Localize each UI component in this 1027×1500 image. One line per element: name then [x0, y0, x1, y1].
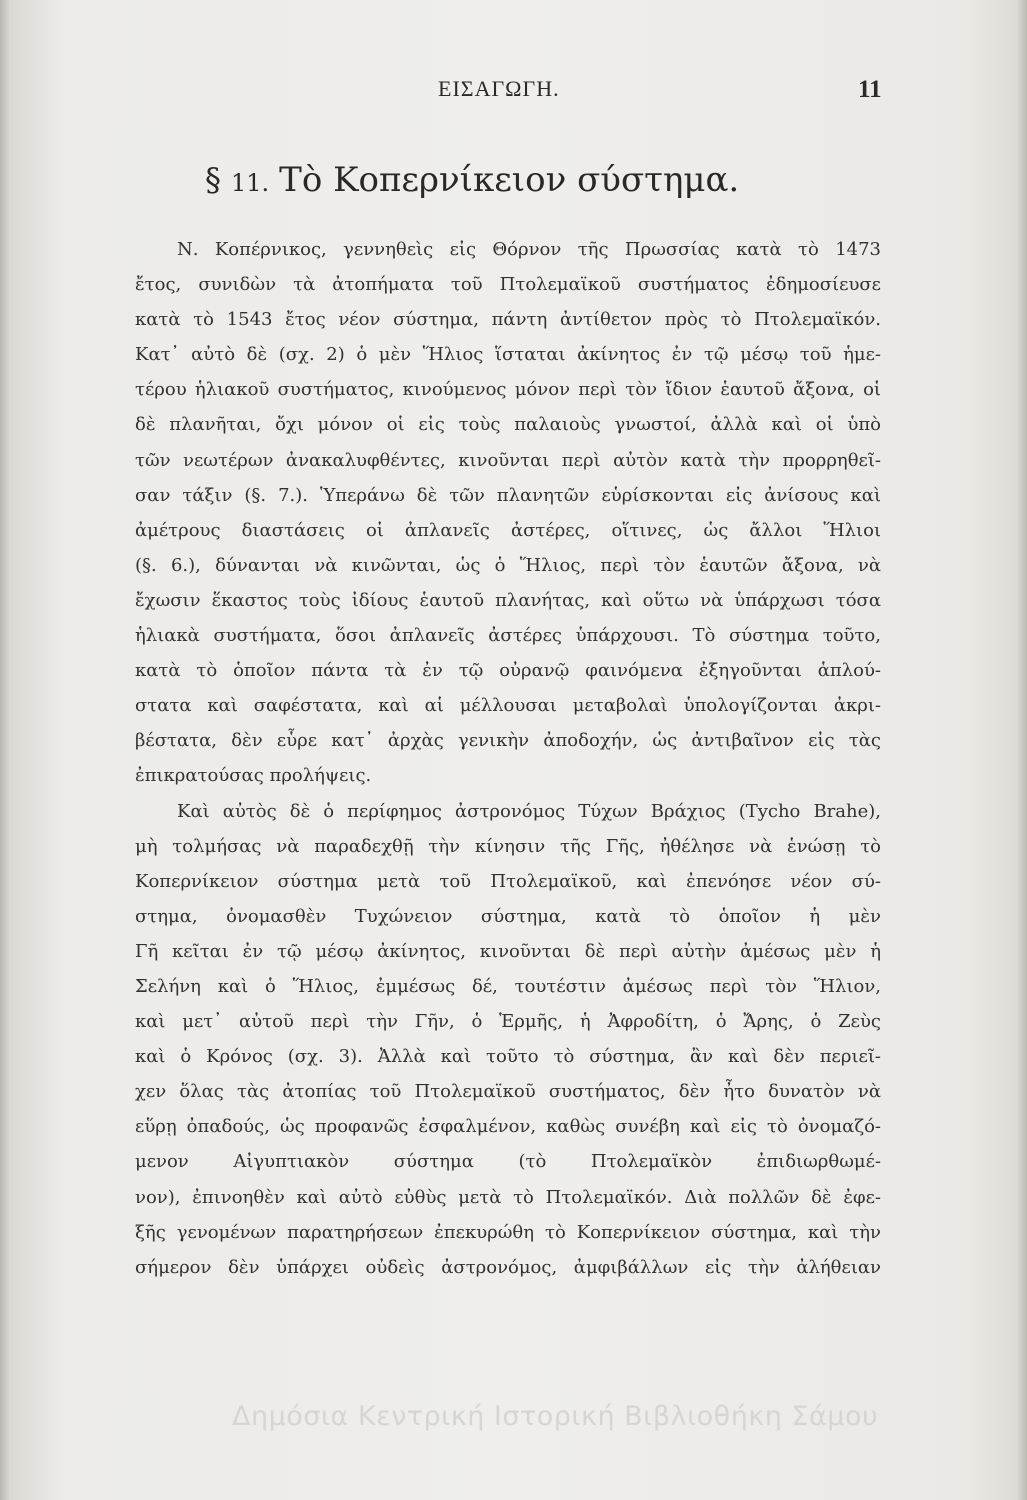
text-line: τῶν νεωτέρων ἀνακαλυφθέντες, κινοῦνται περὶ αὐτὸν κατὰ τὴν προρρηθεῖ-: [135, 449, 881, 471]
section-number: 11.: [231, 169, 270, 197]
page-number: 11: [858, 76, 882, 103]
page-right-edge: [1017, 0, 1027, 1500]
text-line: (§. 6.), δύνανται νὰ κινῶνται, ὡς ὁ Ἥλιος, περὶ τὸν ἑαυτῶν ἄξονα, νὰ: [135, 554, 881, 576]
text-line: στατα καὶ σαφέστατα, καὶ αἱ μέλλουσαι μεταβολαὶ ὑπολογίζονται ἀκρι-: [135, 695, 881, 717]
text-line: μὴ τολμήσας νὰ παραδεχθῇ τὴν κίνησιν τῆς Γῆς, ἠθέλησε νὰ ἑνώσῃ τὸ: [135, 835, 881, 857]
text-line: κατὰ τὸ 1543 ἔτος νέον σύστημα, πάντη ἀντίθετον πρὸς τὸ Πτολεμαϊκόν.: [135, 309, 881, 331]
text-line: ἀμέτρους διαστάσεις οἱ ἀπλανεῖς ἀστέρες, οἵτινες, ὡς ἄλλοι Ἥλιοι: [135, 519, 881, 541]
text-line: ἡλιακὰ συστήματα, ὅσοι ἀπλανεῖς ἀστέρες ὑπάρχουσι. Τὸ σύστημα τοῦτο,: [135, 625, 881, 647]
running-title: ΕΙΣΑΓΩΓΗ.: [438, 76, 560, 101]
text-line: μενον Αἰγυπτιακὸν σύστημα (τὸ Πτολεμαϊκὸν ἐπιδιωρθωμέ-: [135, 1151, 881, 1173]
text-line: σαν τάξιν (§. 7.). Ὑπεράνω δὲ τῶν πλανητῶν εὑρίσκονται εἰς ἀνίσους καὶ: [135, 484, 881, 506]
text-line: βέστατα, δὲν εὗρε κατ᾽ ἀρχὰς γενικὴν ἀποδοχήν, ὡς ἀντιβαῖνον εἰς τὰς: [135, 730, 881, 752]
text-line: στημα, ὀνομασθὲν Τυχώνειον σύστημα, κατὰ τὸ ὁποῖον ἡ μὲν: [135, 905, 881, 927]
text-line: ξῆς γενομένων παρατηρήσεων ἐπεκυρώθη τὸ Κοπερνίκειον σύστημα, καὶ τὴν: [135, 1221, 881, 1243]
text-line: τέρου ἡλιακοῦ συστήματος, κινούμενος μόνον περὶ τὸν ἴδιον ἑαυτοῦ ἄξονα, οἱ: [135, 379, 881, 401]
page-left-edge: [0, 0, 10, 1500]
text-line: νον), ἐπινοηθὲν καὶ αὐτὸ εὐθὺς μετὰ τὸ Πτολεμαϊκόν. Διὰ πολλῶν δὲ ἐφε-: [135, 1186, 881, 1208]
text-line: ἐπικρατούσας προλήψεις.: [135, 765, 372, 787]
text-line: Γῆ κεῖται ἐν τῷ μέσῳ ἀκίνητος, κινοῦνται δὲ περὶ αὐτὴν ἀμέσως μὲν ἡ: [135, 940, 881, 962]
text-line: σήμερον δὲν ὑπάρχει οὐδεὶς ἀστρονόμος, ἀμφιβάλλων εἰς τὴν ἀλήθειαν: [135, 1256, 881, 1278]
page-header: [0, 76, 1027, 110]
text-line: Ν. Κοπέρνικος, γεννηθεὶς εἰς Θόρνον τῆς Πρωσσίας κατὰ τὸ 1473: [177, 239, 881, 260]
text-line: ἔχωσιν ἕκαστος τοὺς ἰδίους ἑαυτοῦ πλανήτας, καὶ οὕτω νὰ ὑπάρχωσι τόσα: [135, 589, 881, 611]
section-symbol: §: [205, 161, 221, 199]
text-line: καὶ μετ᾽ αὐτοῦ περὶ τὴν Γῆν, ὁ Ἑρμῆς, ἡ Ἀφροδίτη, ὁ Ἄρης, ὁ Ζεὺς: [135, 1011, 881, 1033]
body-text: [135, 232, 881, 1285]
text-line: κατὰ τὸ ὁποῖον πάντα τὰ ἐν τῷ οὐρανῷ φαινόμενα ἐξηγοῦνται ἁπλού-: [135, 660, 881, 682]
library-watermark: Δημόσια Κεντρική Ιστορική Βιβλιοθήκη Σάμου: [232, 1401, 879, 1432]
text-line: Καὶ αὐτὸς δὲ ὁ περίφημος ἀστρονόμος Τύχων Βράχιος (Tycho Brahe),: [177, 800, 881, 822]
text-line: Σελήνη καὶ ὁ Ἥλιος, ἐμμέσως δέ, τουτέστιν ἀμέσως περὶ τὸν Ἥλιον,: [135, 975, 881, 997]
text-line: δὲ πλανῆται, ὄχι μόνον οἱ εἰς τοὺς παλαιοὺς γνωστοί, ἀλλὰ καὶ οἱ ὑπὸ: [135, 414, 881, 436]
text-line: καὶ ὁ Κρόνος (σχ. 3). Ἀλλὰ καὶ τοῦτο τὸ σύστημα, ἂν καὶ δὲν περιεῖ-: [135, 1046, 881, 1068]
text-line: Κοπερνίκειον σύστημα μετὰ τοῦ Πτολεμαϊκοῦ, καὶ ἐπενόησε νέον σύ-: [135, 870, 881, 892]
text-line: Κατ᾽ αὐτὸ δὲ (σχ. 2) ὁ μὲν Ἥλιος ἵσταται ἀκίνητος ἐν τῷ μέσῳ τοῦ ἡμε-: [135, 344, 881, 366]
text-line: χεν ὅλας τὰς ἀτοπίας τοῦ Πτολεμαϊκοῦ συστήματος, δὲν ἦτο δυνατὸν νὰ: [135, 1081, 881, 1103]
section-heading: [205, 160, 739, 200]
section-title: Τὸ Κοπερνίκειον σύστημα.: [279, 160, 740, 200]
text-line: ἔτος, συνιδὼν τὰ ἀτοπήματα τοῦ Πτολεμαϊκοῦ συστήματος ἐδημοσίευσε: [135, 274, 881, 296]
text-line: εὕρῃ ὀπαδούς, ὡς προφανῶς ἐσφαλμένον, καθὼς συνέβη καὶ εἰς τὸ ὀνομαζό-: [135, 1116, 881, 1138]
